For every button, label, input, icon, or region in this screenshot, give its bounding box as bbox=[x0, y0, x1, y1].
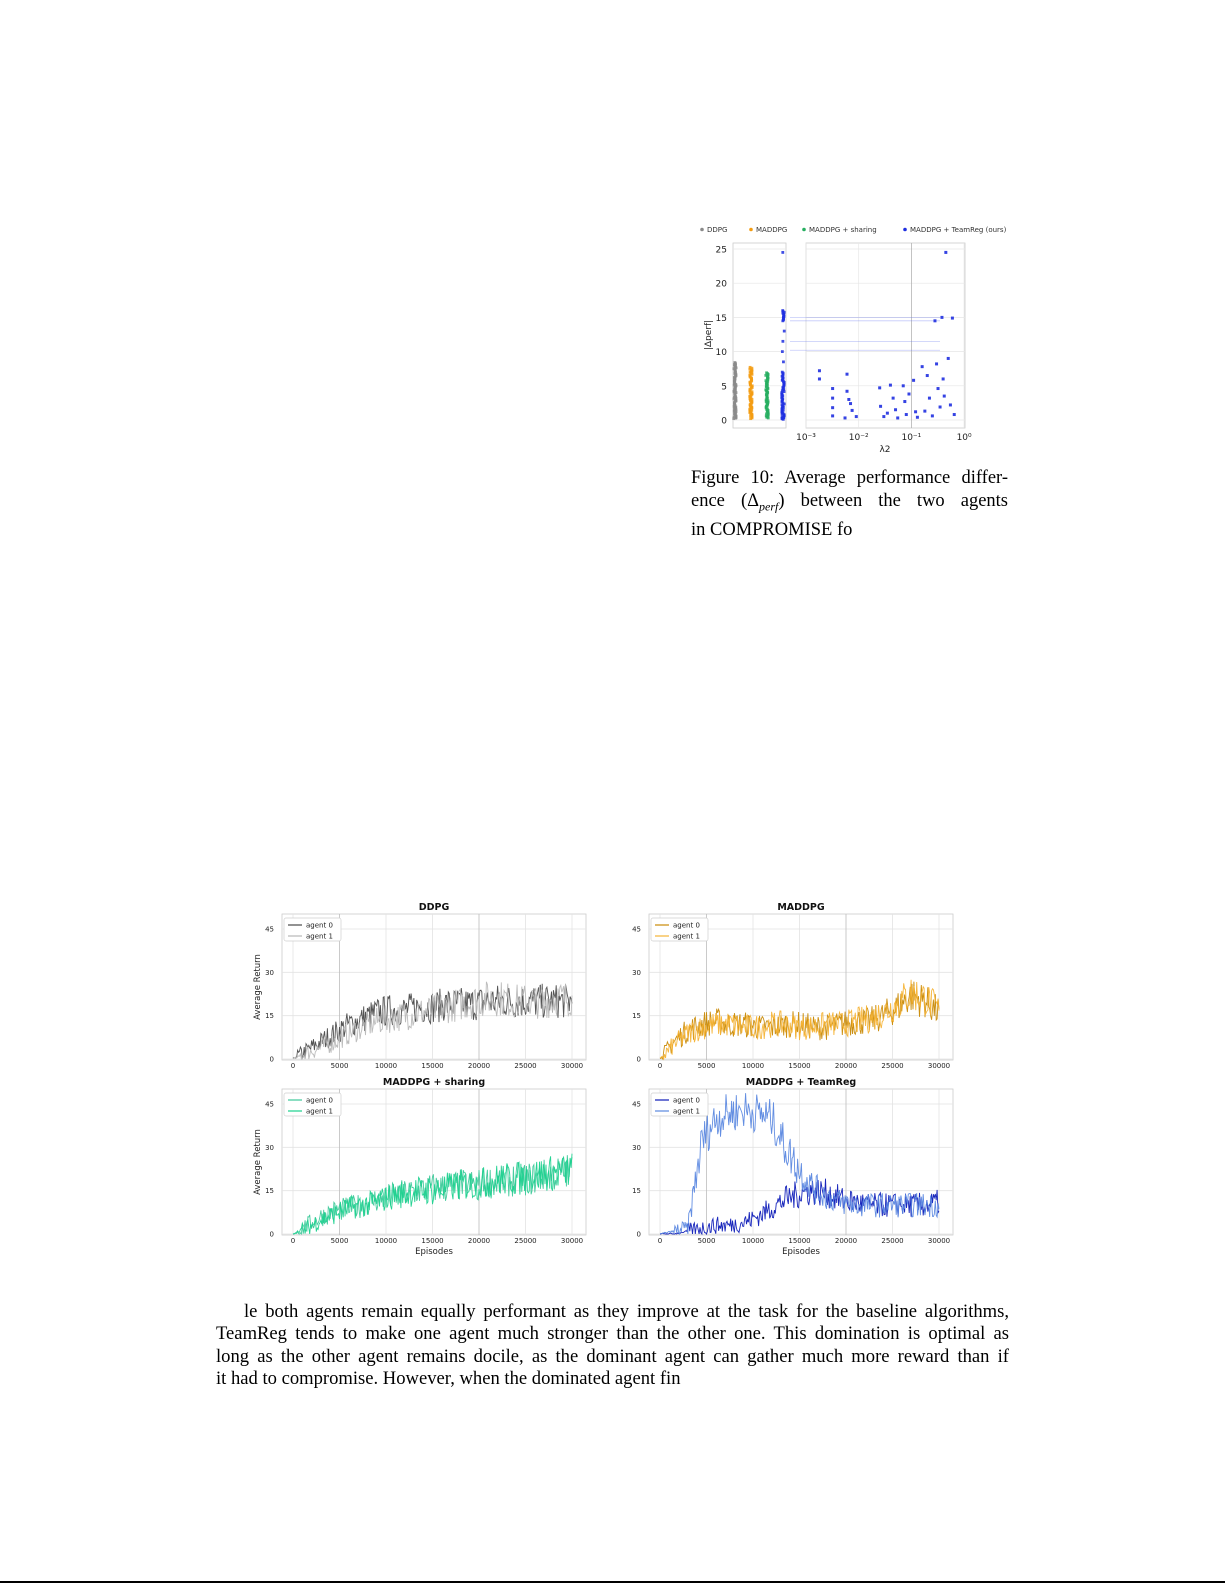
x-tick-label: 0 bbox=[657, 1062, 663, 1070]
body-line-3: long as the other agent remains docile, as the dominant agent can gather much more reward than if bbox=[216, 1345, 1009, 1367]
caption-delta: Δ bbox=[747, 491, 760, 511]
teamreg-lambda-point bbox=[935, 362, 938, 365]
y-axis-label: Average Return bbox=[253, 954, 263, 1020]
training-panel-3 bbox=[253, 1077, 586, 1257]
right-panel-frame bbox=[806, 243, 965, 428]
s4-point bbox=[783, 330, 786, 333]
s4-point bbox=[782, 360, 785, 363]
caption-line-3: in COMPROMISE fo bbox=[691, 519, 853, 540]
x-tick-label: 20000 bbox=[467, 1237, 491, 1245]
teamreg-lambda-point bbox=[882, 415, 885, 418]
teamreg-lambda-point bbox=[902, 384, 905, 387]
y-tick-15: 15 bbox=[715, 313, 727, 324]
x-tick-0: 10⁻³ bbox=[796, 433, 816, 443]
y-tick-label: 45 bbox=[265, 925, 274, 934]
teamreg-lambda-point bbox=[831, 387, 834, 390]
teamreg-lambda-point bbox=[949, 403, 952, 406]
body-paragraph bbox=[216, 1301, 1009, 1390]
y-tick-label: 0 bbox=[269, 1055, 274, 1064]
y-tick-label: 15 bbox=[265, 1187, 274, 1196]
x-tick-label: 5000 bbox=[330, 1237, 349, 1245]
training-panel-2 bbox=[632, 902, 953, 1070]
y-tick-label: 30 bbox=[265, 968, 274, 977]
teamreg-lambda-point bbox=[942, 377, 945, 380]
panel-legend bbox=[651, 918, 708, 941]
x-tick-label: 25000 bbox=[881, 1237, 904, 1245]
legend-label: agent 1 bbox=[673, 1107, 700, 1116]
teamreg-lambda-point bbox=[940, 316, 943, 319]
training-panel-4 bbox=[632, 1077, 953, 1257]
teamreg-lambda-point bbox=[914, 410, 917, 413]
y-tick-25: 25 bbox=[715, 245, 727, 256]
s2-point bbox=[751, 367, 754, 370]
y-tick-label: 45 bbox=[632, 925, 641, 934]
s3-point bbox=[766, 372, 769, 375]
teamreg-lambda-point bbox=[905, 413, 908, 416]
teamreg-lambda-point bbox=[846, 373, 849, 376]
x-tick-label: 30000 bbox=[927, 1237, 951, 1245]
s4-point bbox=[782, 372, 785, 375]
teamreg-lambda-point bbox=[937, 387, 940, 390]
teamreg-lambda-point bbox=[844, 416, 847, 419]
panel-title: MADDPG + sharing bbox=[382, 1077, 486, 1088]
x-tick-label: 20000 bbox=[834, 1237, 858, 1245]
y-tick-20: 20 bbox=[715, 279, 727, 290]
y-tick-label: 30 bbox=[632, 968, 641, 977]
x-tick-label: 25000 bbox=[514, 1062, 537, 1070]
s4-point bbox=[781, 350, 784, 353]
teamreg-lambda-point bbox=[846, 390, 849, 393]
panel-legend bbox=[284, 1093, 341, 1116]
figure-10-scatter-chart bbox=[0, 0, 1225, 470]
y-tick-label: 15 bbox=[265, 1012, 274, 1021]
teamreg-lambda-point bbox=[818, 377, 821, 380]
body-line-1: le both agents remain equally performant as they improve at the task for the baseline algorithms, bbox=[244, 1301, 1009, 1322]
x-tick-label: 0 bbox=[657, 1237, 663, 1245]
y-tick-label: 15 bbox=[632, 1012, 641, 1021]
x-tick-label: 10000 bbox=[741, 1237, 765, 1245]
teamreg-lambda-point bbox=[907, 393, 910, 396]
teamreg-lambda-point bbox=[849, 402, 852, 405]
panel-title: MADDPG bbox=[777, 902, 825, 913]
teamreg-lambda-point bbox=[951, 317, 954, 320]
teamreg-lambda-point bbox=[903, 400, 906, 403]
x-tick-label: 0 bbox=[290, 1237, 296, 1245]
y-tick-label: 0 bbox=[269, 1230, 274, 1239]
teamreg-lambda-point bbox=[878, 386, 881, 389]
x-tick-label: 5000 bbox=[330, 1062, 349, 1070]
x-tick-1: 10⁻² bbox=[848, 433, 869, 443]
scatter-legend bbox=[700, 226, 1006, 234]
x-tick-label: 30000 bbox=[560, 1062, 584, 1070]
s4-point bbox=[781, 340, 784, 343]
y-tick-label: 15 bbox=[632, 1187, 641, 1196]
teamreg-lambda-point bbox=[923, 410, 926, 413]
legend-marker-1 bbox=[700, 228, 704, 232]
teamreg-lambda-point bbox=[947, 357, 950, 360]
scatter-x-axis-label: λ2 bbox=[879, 445, 891, 455]
panel-title: MADDPG + TeamReg bbox=[745, 1077, 857, 1088]
panel-legend bbox=[284, 918, 341, 941]
legend-label: agent 1 bbox=[306, 932, 333, 941]
x-tick-3: 10⁰ bbox=[956, 433, 972, 443]
x-tick-label: 20000 bbox=[834, 1062, 858, 1070]
y-tick-label: 45 bbox=[632, 1100, 641, 1109]
teamreg-lambda-point bbox=[894, 408, 897, 411]
scatter-left-panel bbox=[704, 243, 786, 428]
left-panel-frame bbox=[733, 243, 786, 428]
legend-marker-2 bbox=[749, 228, 753, 232]
teamreg-lambda-point bbox=[928, 397, 931, 400]
x-tick-label: 10000 bbox=[374, 1237, 398, 1245]
page-bottom-rule bbox=[0, 1581, 1225, 1583]
teamreg-lambda-point bbox=[931, 414, 934, 417]
x-tick-label: 15000 bbox=[788, 1062, 811, 1070]
y-tick-0: 0 bbox=[721, 416, 727, 427]
scatter-y-axis-label: |Δperf| bbox=[704, 319, 714, 351]
teamreg-lambda-point bbox=[831, 397, 834, 400]
caption-line-2-b: ) between the two agents bbox=[778, 491, 1008, 511]
teamreg-lambda-point bbox=[831, 414, 834, 417]
x-tick-label: 25000 bbox=[514, 1237, 537, 1245]
scatter-right-panel bbox=[790, 243, 972, 455]
teamreg-lambda-point bbox=[889, 384, 892, 387]
legend-label: agent 1 bbox=[673, 932, 700, 941]
s4-point bbox=[781, 251, 784, 254]
panel-legend bbox=[651, 1093, 708, 1116]
x-axis-label: Episodes bbox=[415, 1247, 453, 1257]
teamreg-lambda-point bbox=[879, 405, 882, 408]
legend-marker-4 bbox=[903, 228, 907, 232]
x-tick-label: 15000 bbox=[421, 1062, 444, 1070]
s4-point bbox=[782, 310, 785, 313]
caption-delta-subscript: perf bbox=[759, 499, 779, 514]
teamreg-lambda-point bbox=[896, 416, 899, 419]
s1-point bbox=[734, 362, 737, 365]
teamreg-lambda-point bbox=[892, 397, 895, 400]
panel-title: DDPG bbox=[418, 902, 450, 913]
y-tick-label: 30 bbox=[265, 1143, 274, 1152]
legend-label-4: MADDPG + TeamReg (ours) bbox=[910, 226, 1007, 234]
legend-label-3: MADDPG + sharing bbox=[809, 226, 877, 234]
teamreg-lambda-point bbox=[855, 415, 858, 418]
x-tick-label: 15000 bbox=[788, 1237, 811, 1245]
teamreg-lambda-point bbox=[912, 379, 915, 382]
x-tick-label: 30000 bbox=[927, 1062, 951, 1070]
teamreg-lambda-point bbox=[916, 416, 919, 419]
legend-label: agent 0 bbox=[673, 921, 700, 930]
x-tick-label: 20000 bbox=[467, 1062, 491, 1070]
x-tick-label: 25000 bbox=[881, 1062, 904, 1070]
caption-line-2-a: ence ( bbox=[691, 491, 748, 511]
teamreg-lambda-point bbox=[939, 406, 942, 409]
legend-label: agent 1 bbox=[306, 1107, 333, 1116]
teamreg-lambda-point bbox=[953, 413, 956, 416]
training-curves-figure bbox=[0, 890, 1225, 1270]
body-line-2: TeamReg tends to make one agent much stronger than the other one. This domination is optimal as bbox=[216, 1323, 1009, 1345]
y-tick-10: 10 bbox=[715, 348, 727, 359]
x-tick-label: 5000 bbox=[697, 1237, 716, 1245]
caption-line-2 bbox=[691, 490, 1008, 519]
y-tick-5: 5 bbox=[721, 382, 727, 393]
y-tick-label: 45 bbox=[265, 1100, 274, 1109]
x-tick-label: 0 bbox=[290, 1062, 296, 1070]
legend-label: agent 0 bbox=[306, 1096, 333, 1105]
teamreg-lambda-point bbox=[926, 374, 929, 377]
legend-label: agent 0 bbox=[673, 1096, 700, 1105]
legend-marker-3 bbox=[802, 228, 806, 232]
x-tick-label: 15000 bbox=[421, 1237, 444, 1245]
teamreg-lambda-point bbox=[847, 398, 850, 401]
y-tick-label: 0 bbox=[636, 1230, 641, 1239]
legend-label: agent 0 bbox=[306, 921, 333, 930]
y-axis-label: Average Return bbox=[253, 1129, 263, 1195]
x-tick-label: 10000 bbox=[374, 1062, 398, 1070]
teamreg-lambda-point bbox=[944, 251, 947, 254]
teamreg-lambda-point bbox=[943, 395, 946, 398]
legend-label-1: DDPG bbox=[707, 226, 728, 234]
teamreg-lambda-point bbox=[851, 409, 854, 412]
x-axis-label: Episodes bbox=[782, 1247, 820, 1257]
teamreg-lambda-point bbox=[886, 412, 889, 415]
x-tick-label: 5000 bbox=[697, 1062, 716, 1070]
teamreg-lambda-point bbox=[933, 319, 936, 322]
teamreg-lambda-point bbox=[831, 406, 834, 409]
teamreg-lambda-point bbox=[818, 369, 821, 372]
x-tick-2: 10⁻¹ bbox=[901, 433, 922, 443]
y-tick-label: 0 bbox=[636, 1055, 641, 1064]
figure-10-caption bbox=[691, 467, 1008, 542]
x-tick-label: 30000 bbox=[560, 1237, 584, 1245]
legend-label-2: MADDPG bbox=[756, 226, 788, 234]
y-tick-label: 30 bbox=[632, 1143, 641, 1152]
teamreg-lambda-point bbox=[921, 365, 924, 368]
caption-line-1: Figure 10: Average performance differ- bbox=[691, 468, 1008, 488]
training-panel-1 bbox=[253, 902, 586, 1070]
body-line-4: it had to compromise. However, when the dominated agent fin bbox=[216, 1367, 681, 1389]
x-tick-label: 10000 bbox=[741, 1062, 765, 1070]
